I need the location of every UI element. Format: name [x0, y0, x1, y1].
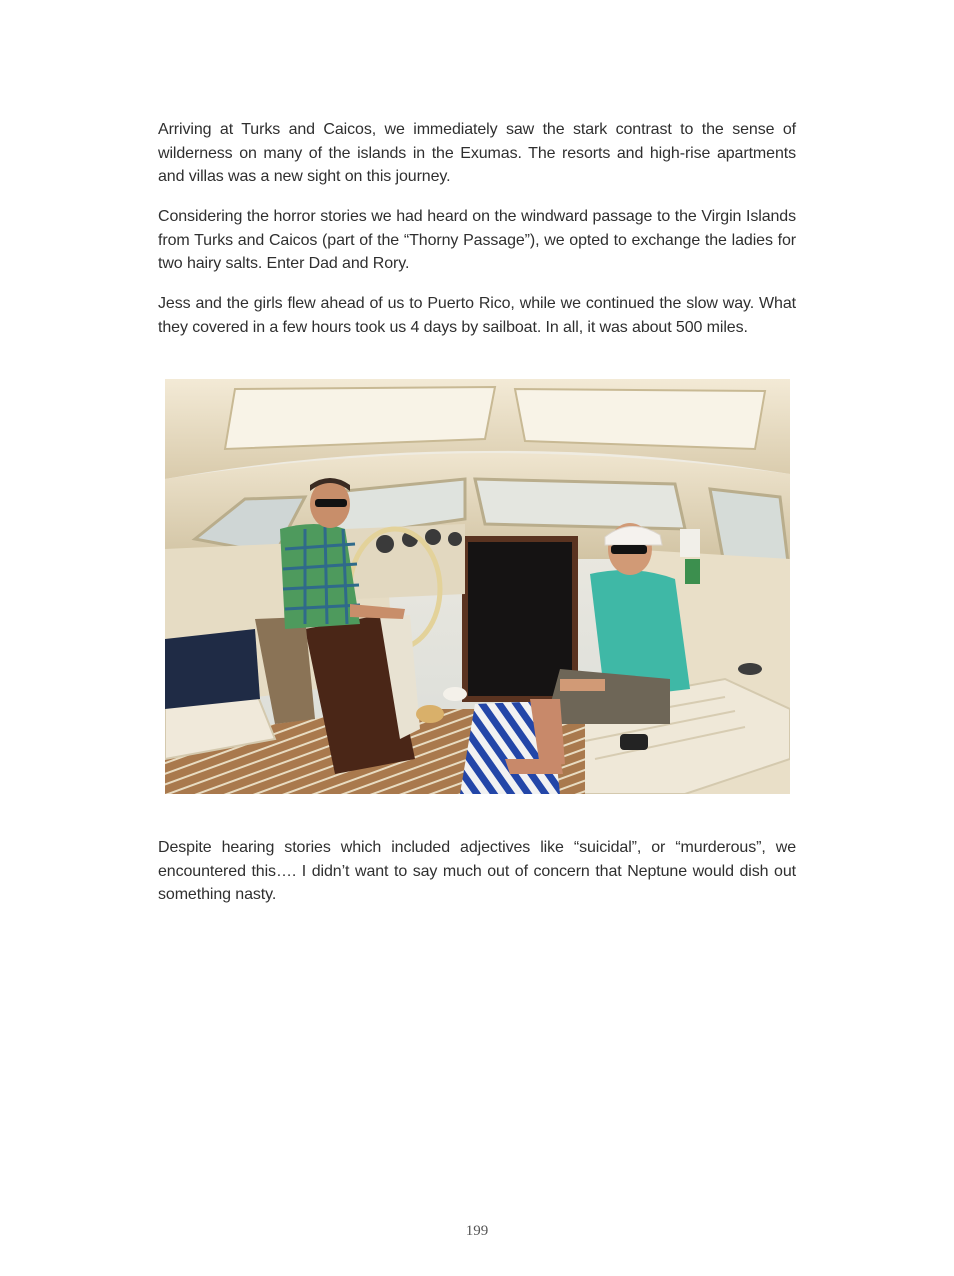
sunglasses-right	[611, 545, 647, 554]
person-right-foot	[505, 759, 563, 774]
snack-bowl	[416, 705, 444, 723]
boat-cockpit-photo	[165, 379, 790, 794]
bimini-window-right	[515, 389, 765, 449]
paragraph-arrival: Arriving at Turks and Caicos, we immediately saw the stark contrast to the sense of wilderness on many of the islands in the Exumas. The resorts and high-rise apartments and villas was a new sight on this journey.	[158, 121, 796, 185]
paragraph-crew-change: Considering the horror stories we had heard on the windward passage to the Virgin Islands from Turks and Caicos (part of the “Thorny Passage”), we opted to exchange the ladies for two hairy salts. Enter Dad and Rory.	[158, 208, 796, 272]
cup	[680, 529, 700, 557]
sunglasses-left	[315, 499, 347, 507]
bowl	[443, 687, 467, 701]
windshield-right	[475, 479, 685, 529]
navy-bag	[165, 629, 260, 709]
bimini-window-left	[225, 387, 495, 449]
bottle	[685, 559, 700, 584]
paragraph-passage-calm: Despite hearing stories which included adjectives like “suicidal”, or “murderous”, we encountered this…. I didn’t want to say much out of concern that Neptune would dish out something nasty.	[158, 839, 796, 903]
phone-on-seat	[620, 734, 648, 750]
page-number: 199	[465, 1223, 489, 1239]
cup-holder	[738, 663, 762, 675]
person-right-hand	[560, 679, 605, 691]
paragraph-puerto-rico: Jess and the girls flew ahead of us to Puerto Rico, while we continued the slow way. What they covered in a few hours took us 4 days by sailboat. In all, it was about 500 miles.	[158, 295, 796, 336]
boat-cockpit-illustration	[165, 379, 790, 794]
